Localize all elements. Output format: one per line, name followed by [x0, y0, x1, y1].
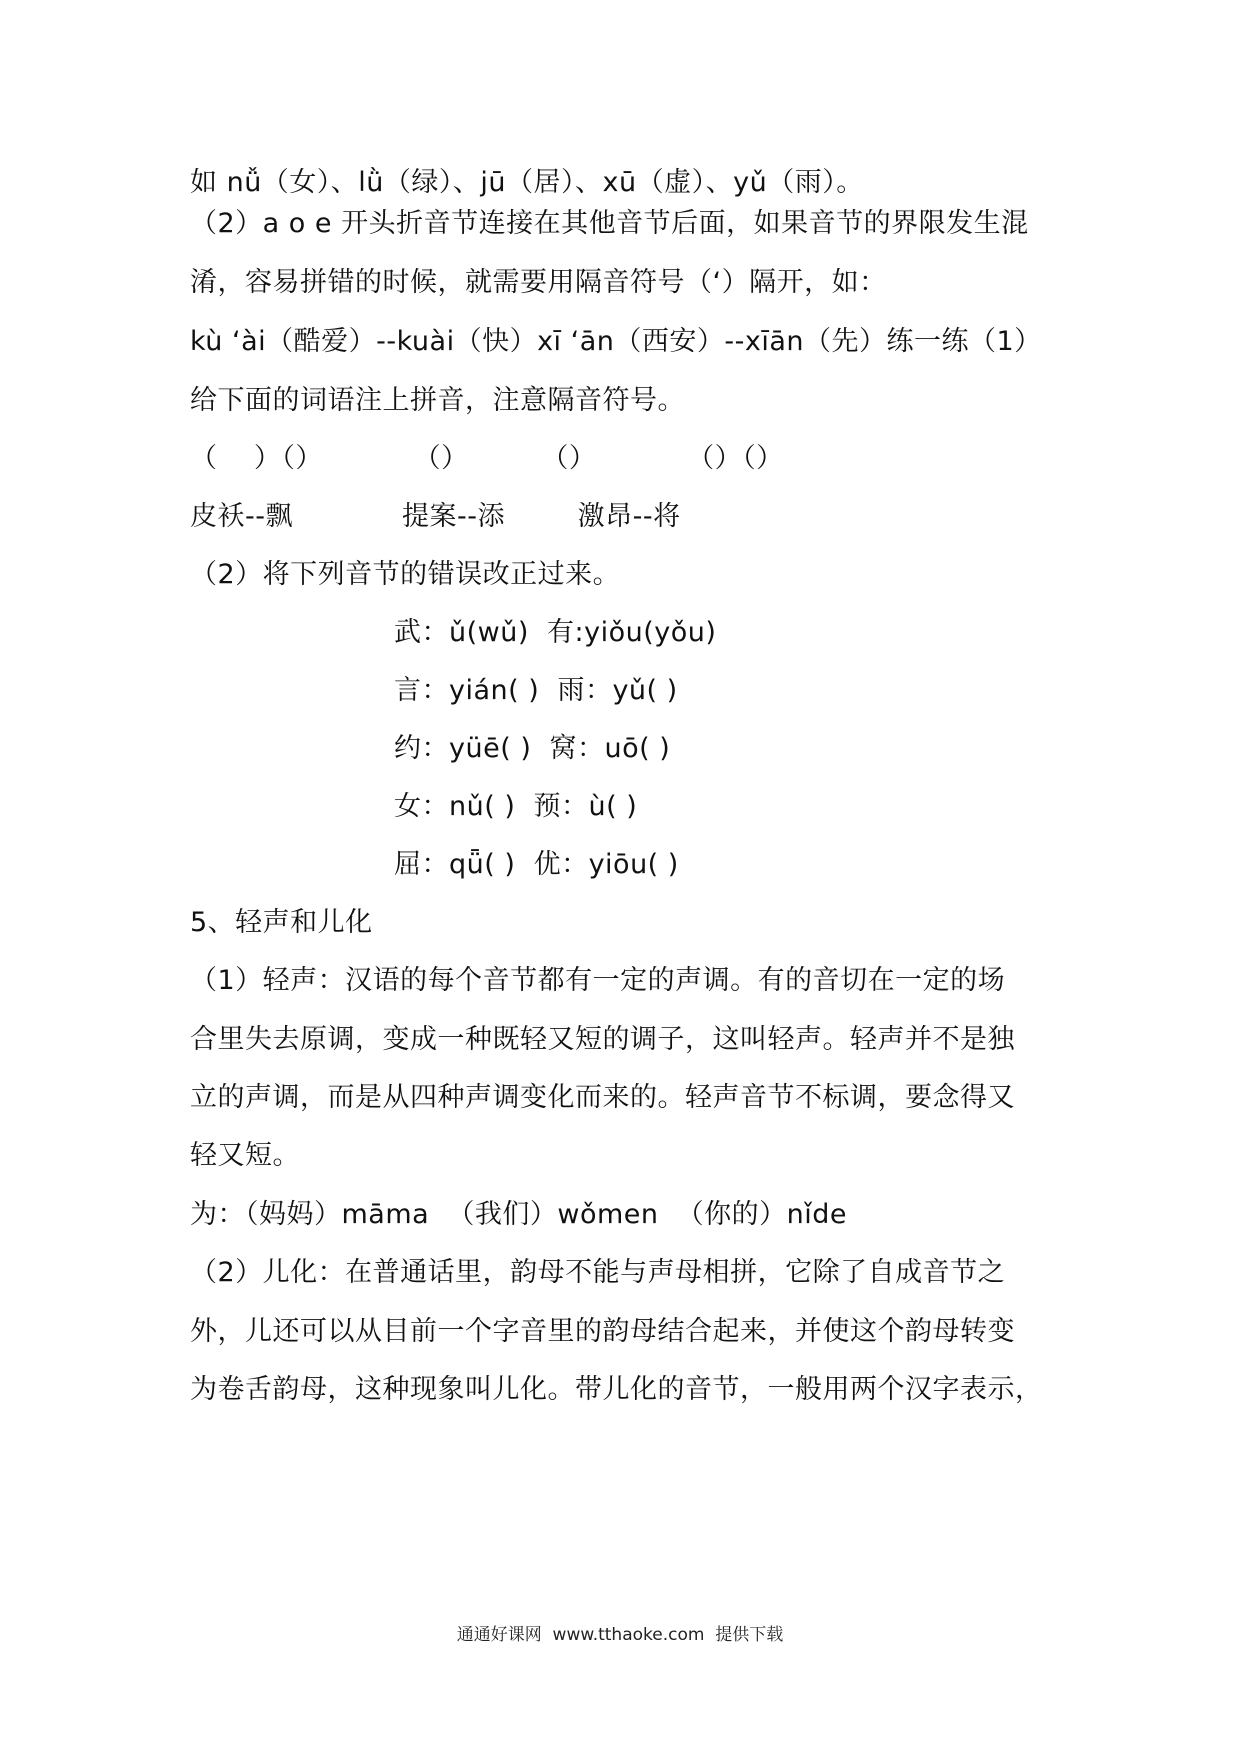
text-line: 给下面的词语注上拼音，注意隔音符号。: [190, 385, 685, 416]
exercise-item: 言：yián( ) 雨：yǔ( ): [394, 675, 678, 706]
text-line: 淆，容易拼错的时候，就需要用隔音符号（‘）隔开，如：: [190, 267, 887, 298]
text-line: 外，儿还可以从目前一个字音里的韵母结合起来，并使这个韵母转变: [190, 1316, 1015, 1347]
text-line: 为卷舌韵母，这种现象叫儿化。带儿化的音节，一般用两个汉字表示，: [190, 1374, 1043, 1405]
text-line: 立的声调，而是从四种声调变化而来的。轻声音节不标调，要念得又: [190, 1082, 1015, 1113]
text-line: kù ‘ài（酷爱）--kuài（快）xī ‘ān（西安）--xīān（先）练一练（1）: [190, 326, 1042, 357]
answer-blanks: （ ）（） （） （） （）（）: [190, 443, 784, 474]
example-line: 为：（妈妈）māma （我们）wǒmen （你的）nǐde: [190, 1199, 848, 1230]
text-line: （1）轻声：汉语的每个音节都有一定的声调。有的音切在一定的场: [190, 965, 1006, 996]
exercise-item: 屈：qǖ( ) 优：yiōu( ): [394, 849, 679, 880]
text-line: （2）a o e 开头折音节连接在其他音节后面，如果音节的界限发生混: [190, 208, 1029, 239]
text-line: （2）儿化：在普通话里，韵母不能与声母相拼，它除了自成音节之: [190, 1257, 1006, 1288]
text-line: 合里失去原调，变成一种既轻又短的调子，这叫轻声。轻声并不是独: [190, 1024, 1015, 1055]
text-line: 轻又短。: [190, 1140, 300, 1171]
exercise-item: 约：yüē( ) 窝：uō( ): [394, 733, 671, 764]
page-footer: 通通好课网 www.tthaoke.com 提供下载: [456, 1625, 784, 1645]
exercise-item: 武：ǔ(wǔ) 有:yiǒu(yǒu): [394, 617, 717, 648]
text-line: （2）将下列音节的错误改正过来。: [190, 559, 621, 590]
exercise-item: 女：nǔ( ) 预：ù( ): [394, 791, 638, 822]
text-line: 如 nǚ（女）、lǜ（绿）、jū（居）、xū（虚）、yǔ（雨）。: [190, 167, 864, 198]
word-pairs: 皮袄--飘 提案--添 激昂--将: [190, 501, 681, 532]
section-heading: 5、轻声和儿化: [190, 907, 373, 938]
